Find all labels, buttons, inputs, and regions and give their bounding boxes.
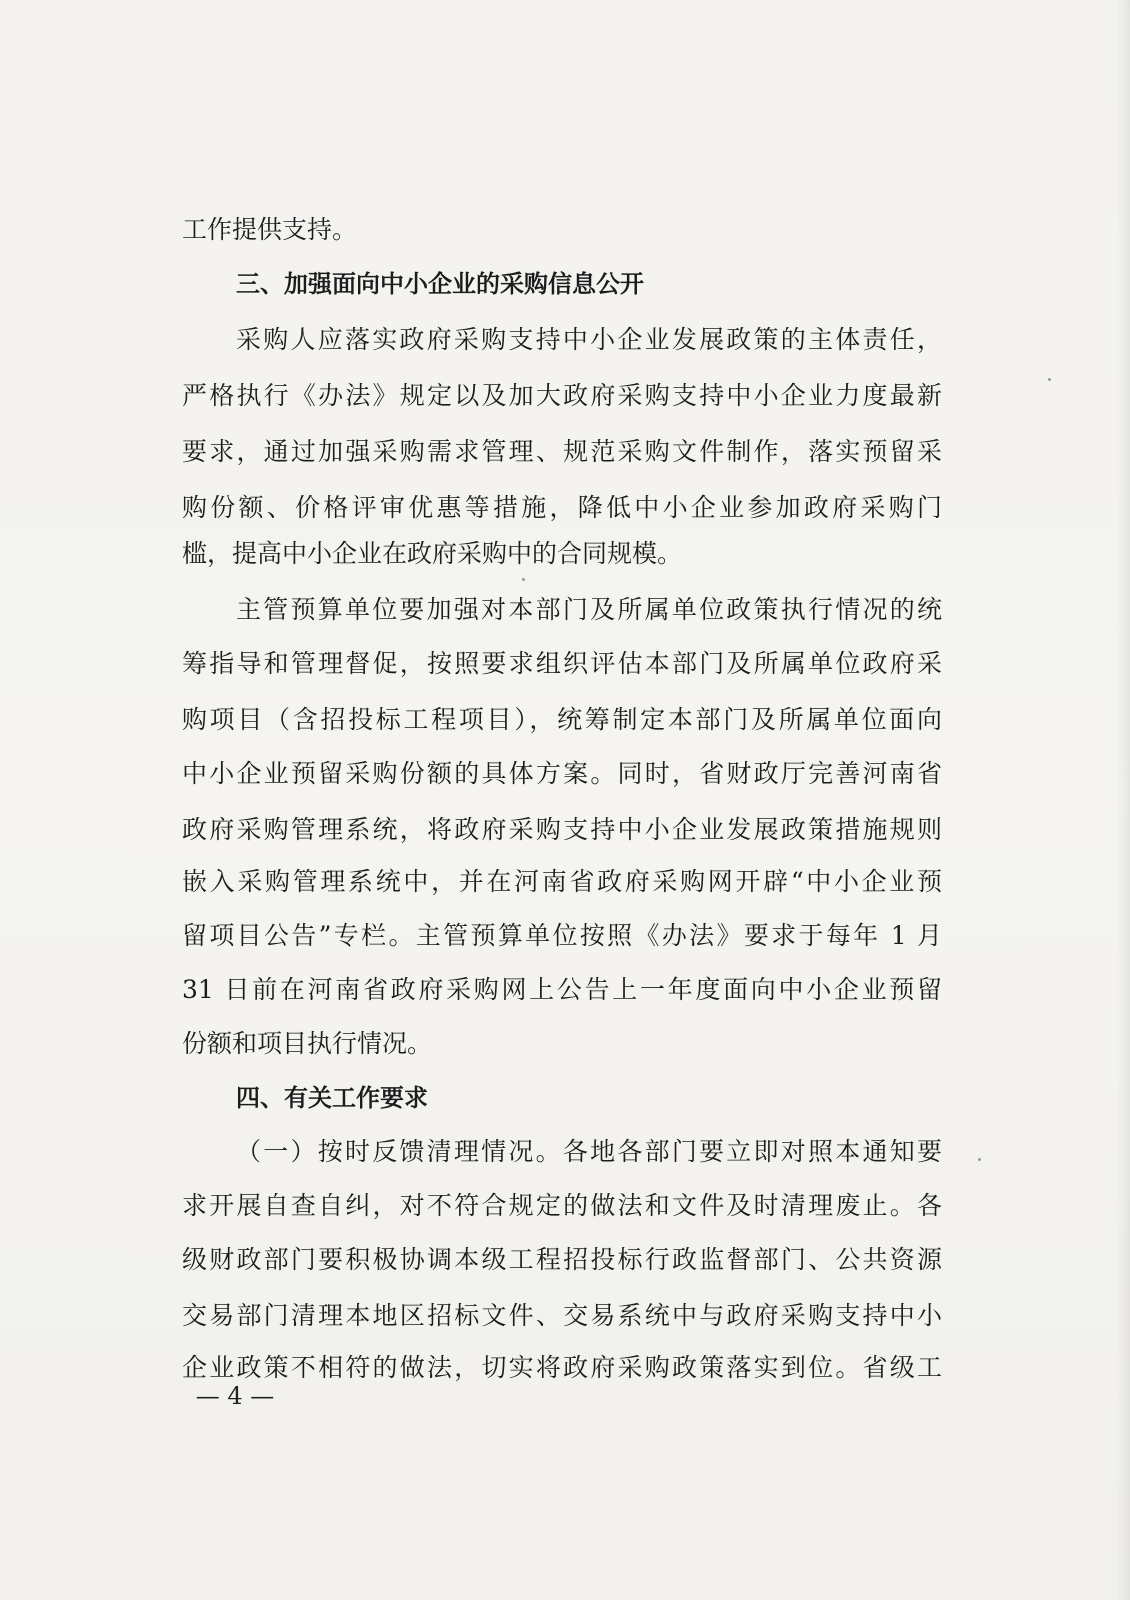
body-line: （一）按时反馈清理情况。各地各部门要立即对照本通知要 xyxy=(236,1137,942,1166)
section-heading-4: 四、有关工作要求 xyxy=(236,1084,428,1112)
scan-edge-shadow xyxy=(1116,0,1130,1600)
body-line: 中小企业预留采购份额的具体方案。同时，省财政厅完善河南省 xyxy=(182,759,942,788)
body-line: 严格执行《办法》规定以及加大政府采购支持中小企业力度最新 xyxy=(182,381,942,410)
scan-speck xyxy=(978,1158,981,1161)
body-line: 采购人应落实政府采购支持中小企业发展政策的主体责任， xyxy=(236,325,942,354)
body-line: 级财政部门要积极协调本级工程招投标行政监督部门、公共资源 xyxy=(182,1245,942,1274)
body-line: 槛，提高中小企业在政府采购中的合同规模。 xyxy=(182,539,683,568)
body-line: 企业政策不相符的做法，切实将政府采购政策落实到位。省级工 xyxy=(182,1353,942,1382)
body-line: 留项目公告”专栏。主管预算单位按照《办法》要求于每年 1 月 xyxy=(182,921,942,950)
body-line: 购份额、价格评审优惠等措施，降低中小企业参加政府采购门 xyxy=(182,493,942,522)
body-line: 主管预算单位要加强对本部门及所属单位政策执行情况的统 xyxy=(236,595,942,624)
body-line: 31 日前在河南省政府采购网上公告上一年度面向中小企业预留 xyxy=(182,975,942,1004)
body-line: 求开展自查自纠，对不符合规定的做法和文件及时清理废止。各 xyxy=(182,1191,942,1220)
page-number: — 4 — xyxy=(195,1382,275,1410)
scan-speck xyxy=(522,578,525,581)
body-line: 购项目（含招投标工程项目），统筹制定本部门及所属单位面向 xyxy=(182,705,942,734)
body-line: 筹指导和管理督促，按照要求组织评估本部门及所属单位政府采 xyxy=(182,649,942,678)
body-line: 要求，通过加强采购需求管理、规范采购文件制作，落实预留采 xyxy=(182,437,942,466)
body-line: 嵌入采购管理系统中，并在河南省政府采购网开辟“中小企业预 xyxy=(182,867,942,896)
scan-speck xyxy=(1048,378,1051,381)
section-heading-3: 三、加强面向中小企业的采购信息公开 xyxy=(236,270,644,298)
body-line: 工作提供支持。 xyxy=(182,215,358,244)
body-line: 交易部门清理本地区招标文件、交易系统中与政府采购支持中小 xyxy=(182,1301,942,1330)
body-line: 政府采购管理系统，将政府采购支持中小企业发展政策措施规则 xyxy=(182,815,942,844)
body-line: 份额和项目执行情况。 xyxy=(182,1029,433,1058)
